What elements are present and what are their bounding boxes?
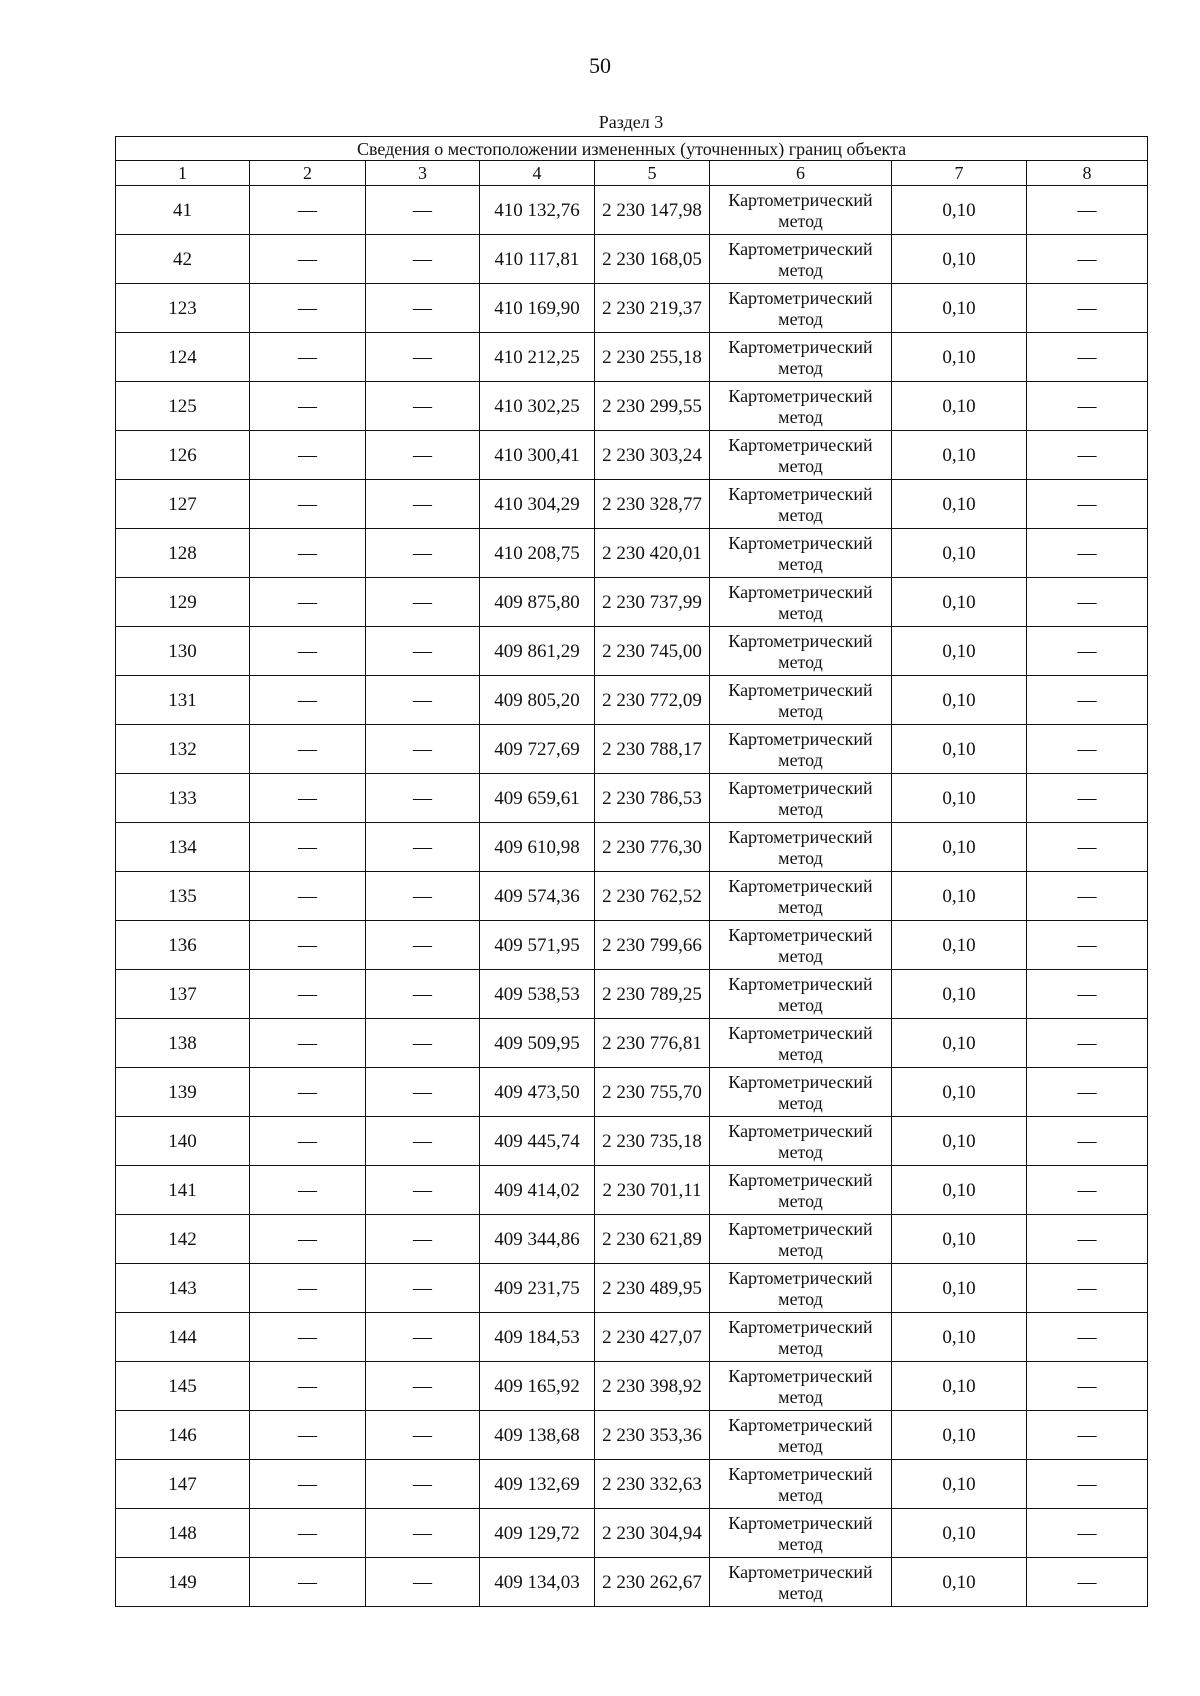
empty-column-2-cell: — [250, 480, 366, 529]
y-coordinate-cell: 2 230 701,11 [595, 1166, 710, 1215]
x-coordinate-cell: 409 538,53 [480, 970, 595, 1019]
empty-column-8-cell: — [1027, 1068, 1148, 1117]
column-number: 7 [892, 161, 1027, 186]
y-coordinate-cell: 2 230 489,95 [595, 1264, 710, 1313]
method-cell: Картометрический метод [710, 1460, 892, 1509]
empty-column-8-cell: — [1027, 186, 1148, 235]
y-coordinate-cell: 2 230 762,52 [595, 872, 710, 921]
y-coordinate-cell: 2 230 772,09 [595, 676, 710, 725]
column-number: 6 [710, 161, 892, 186]
empty-column-2-cell: — [250, 1313, 366, 1362]
point-number-cell: 124 [116, 333, 250, 382]
table-row [116, 1264, 1148, 1313]
accuracy-cell: 0,10 [892, 382, 1027, 431]
x-coordinate-cell: 409 344,86 [480, 1215, 595, 1264]
empty-column-3-cell: — [366, 1460, 480, 1509]
accuracy-cell: 0,10 [892, 1313, 1027, 1362]
empty-column-8-cell: — [1027, 774, 1148, 823]
point-number-cell: 140 [116, 1117, 250, 1166]
empty-column-3-cell: — [366, 872, 480, 921]
accuracy-cell: 0,10 [892, 1460, 1027, 1509]
empty-column-8-cell: — [1027, 1460, 1148, 1509]
empty-column-3-cell: — [366, 1362, 480, 1411]
empty-column-2-cell: — [250, 431, 366, 480]
table-row [116, 235, 1148, 284]
table-row [116, 333, 1148, 382]
column-number: 2 [250, 161, 366, 186]
y-coordinate-cell: 2 230 427,07 [595, 1313, 710, 1362]
empty-column-8-cell: — [1027, 823, 1148, 872]
table-row [116, 1019, 1148, 1068]
empty-column-8-cell: — [1027, 1411, 1148, 1460]
method-cell: Картометрический метод [710, 480, 892, 529]
accuracy-cell: 0,10 [892, 235, 1027, 284]
point-number-cell: 147 [116, 1460, 250, 1509]
empty-column-8-cell: — [1027, 480, 1148, 529]
empty-column-2-cell: — [250, 1558, 366, 1607]
point-number-cell: 129 [116, 578, 250, 627]
y-coordinate-cell: 2 230 262,67 [595, 1558, 710, 1607]
page-number: 50 [589, 53, 611, 78]
y-coordinate-cell: 2 230 737,99 [595, 578, 710, 627]
empty-column-3-cell: — [366, 480, 480, 529]
y-coordinate-cell: 2 230 328,77 [595, 480, 710, 529]
y-coordinate-cell: 2 230 786,53 [595, 774, 710, 823]
empty-column-8-cell: — [1027, 1019, 1148, 1068]
table-row [116, 725, 1148, 774]
column-number: 5 [595, 161, 710, 186]
accuracy-cell: 0,10 [892, 578, 1027, 627]
y-coordinate-cell: 2 230 420,01 [595, 529, 710, 578]
table-row [116, 1411, 1148, 1460]
table-row [116, 774, 1148, 823]
point-number-cell: 130 [116, 627, 250, 676]
table-row [116, 1460, 1148, 1509]
empty-column-3-cell: — [366, 431, 480, 480]
y-coordinate-cell: 2 230 304,94 [595, 1509, 710, 1558]
accuracy-cell: 0,10 [892, 676, 1027, 725]
x-coordinate-cell: 410 117,81 [480, 235, 595, 284]
empty-column-2-cell: — [250, 578, 366, 627]
empty-column-2-cell: — [250, 823, 366, 872]
empty-column-3-cell: — [366, 235, 480, 284]
method-cell: Картометрический метод [710, 1509, 892, 1558]
y-coordinate-cell: 2 230 745,00 [595, 627, 710, 676]
empty-column-2-cell: — [250, 676, 366, 725]
table-row [116, 1558, 1148, 1607]
empty-column-2-cell: — [250, 1117, 366, 1166]
point-number-cell: 133 [116, 774, 250, 823]
point-number-cell: 145 [116, 1362, 250, 1411]
table-row [116, 1313, 1148, 1362]
point-number-cell: 138 [116, 1019, 250, 1068]
empty-column-3-cell: — [366, 382, 480, 431]
point-number-cell: 125 [116, 382, 250, 431]
table-row [116, 382, 1148, 431]
column-number: 4 [480, 161, 595, 186]
x-coordinate-cell: 409 571,95 [480, 921, 595, 970]
x-coordinate-cell: 409 231,75 [480, 1264, 595, 1313]
empty-column-3-cell: — [366, 676, 480, 725]
empty-column-2-cell: — [250, 774, 366, 823]
method-cell: Картометрический метод [710, 1215, 892, 1264]
y-coordinate-cell: 2 230 799,66 [595, 921, 710, 970]
accuracy-cell: 0,10 [892, 284, 1027, 333]
empty-column-8-cell: — [1027, 676, 1148, 725]
point-number-cell: 41 [116, 186, 250, 235]
empty-column-2-cell: — [250, 627, 366, 676]
empty-column-3-cell: — [366, 284, 480, 333]
point-number-cell: 127 [116, 480, 250, 529]
accuracy-cell: 0,10 [892, 725, 1027, 774]
empty-column-8-cell: — [1027, 1264, 1148, 1313]
accuracy-cell: 0,10 [892, 921, 1027, 970]
method-cell: Картометрический метод [710, 1166, 892, 1215]
accuracy-cell: 0,10 [892, 1068, 1027, 1117]
table-row [116, 529, 1148, 578]
empty-column-8-cell: — [1027, 333, 1148, 382]
empty-column-8-cell: — [1027, 529, 1148, 578]
point-number-cell: 146 [116, 1411, 250, 1460]
empty-column-3-cell: — [366, 1509, 480, 1558]
empty-column-8-cell: — [1027, 970, 1148, 1019]
x-coordinate-cell: 409 875,80 [480, 578, 595, 627]
point-number-cell: 149 [116, 1558, 250, 1607]
table-row [116, 1362, 1148, 1411]
y-coordinate-cell: 2 230 398,92 [595, 1362, 710, 1411]
method-cell: Картометрический метод [710, 921, 892, 970]
x-coordinate-cell: 410 300,41 [480, 431, 595, 480]
empty-column-2-cell: — [250, 1411, 366, 1460]
method-cell: Картометрический метод [710, 284, 892, 333]
method-cell: Картометрический метод [710, 774, 892, 823]
y-coordinate-cell: 2 230 788,17 [595, 725, 710, 774]
table-row [116, 431, 1148, 480]
y-coordinate-cell: 2 230 776,81 [595, 1019, 710, 1068]
empty-column-3-cell: — [366, 1264, 480, 1313]
empty-column-3-cell: — [366, 1313, 480, 1362]
x-coordinate-cell: 409 414,02 [480, 1166, 595, 1215]
accuracy-cell: 0,10 [892, 823, 1027, 872]
method-cell: Картометрический метод [710, 676, 892, 725]
point-number-cell: 141 [116, 1166, 250, 1215]
empty-column-3-cell: — [366, 725, 480, 774]
empty-column-8-cell: — [1027, 921, 1148, 970]
table-row [116, 627, 1148, 676]
x-coordinate-cell: 409 574,36 [480, 872, 595, 921]
empty-column-3-cell: — [366, 774, 480, 823]
empty-column-8-cell: — [1027, 235, 1148, 284]
method-cell: Картометрический метод [710, 1264, 892, 1313]
boundary-coordinates-table [115, 136, 1148, 1607]
x-coordinate-cell: 410 208,75 [480, 529, 595, 578]
point-number-cell: 142 [116, 1215, 250, 1264]
method-cell: Картометрический метод [710, 431, 892, 480]
point-number-cell: 148 [116, 1509, 250, 1558]
empty-column-3-cell: — [366, 529, 480, 578]
x-coordinate-cell: 409 184,53 [480, 1313, 595, 1362]
empty-column-3-cell: — [366, 1068, 480, 1117]
method-cell: Картометрический метод [710, 382, 892, 431]
empty-column-3-cell: — [366, 1411, 480, 1460]
method-cell: Картометрический метод [710, 235, 892, 284]
method-cell: Картометрический метод [710, 1019, 892, 1068]
y-coordinate-cell: 2 230 755,70 [595, 1068, 710, 1117]
x-coordinate-cell: 409 509,95 [480, 1019, 595, 1068]
table-row [116, 1215, 1148, 1264]
accuracy-cell: 0,10 [892, 186, 1027, 235]
table-row [116, 921, 1148, 970]
accuracy-cell: 0,10 [892, 627, 1027, 676]
empty-column-2-cell: — [250, 1264, 366, 1313]
empty-column-3-cell: — [366, 1019, 480, 1068]
empty-column-2-cell: — [250, 872, 366, 921]
empty-column-8-cell: — [1027, 1362, 1148, 1411]
empty-column-2-cell: — [250, 382, 366, 431]
point-number-cell: 137 [116, 970, 250, 1019]
accuracy-cell: 0,10 [892, 529, 1027, 578]
empty-column-8-cell: — [1027, 1509, 1148, 1558]
empty-column-3-cell: — [366, 1558, 480, 1607]
method-cell: Картометрический метод [710, 725, 892, 774]
section-title: Раздел 3 [598, 112, 664, 132]
empty-column-3-cell: — [366, 186, 480, 235]
accuracy-cell: 0,10 [892, 1509, 1027, 1558]
table-row [116, 186, 1148, 235]
empty-column-2-cell: — [250, 1215, 366, 1264]
accuracy-cell: 0,10 [892, 1117, 1027, 1166]
x-coordinate-cell: 409 473,50 [480, 1068, 595, 1117]
empty-column-2-cell: — [250, 1166, 366, 1215]
empty-column-8-cell: — [1027, 627, 1148, 676]
x-coordinate-cell: 409 134,03 [480, 1558, 595, 1607]
method-cell: Картометрический метод [710, 578, 892, 627]
method-cell: Картометрический метод [710, 186, 892, 235]
x-coordinate-cell: 409 659,61 [480, 774, 595, 823]
point-number-cell: 123 [116, 284, 250, 333]
y-coordinate-cell: 2 230 621,89 [595, 1215, 710, 1264]
table-row [116, 480, 1148, 529]
empty-column-8-cell: — [1027, 1166, 1148, 1215]
empty-column-8-cell: — [1027, 382, 1148, 431]
method-cell: Картометрический метод [710, 872, 892, 921]
accuracy-cell: 0,10 [892, 333, 1027, 382]
empty-column-8-cell: — [1027, 1117, 1148, 1166]
x-coordinate-cell: 409 129,72 [480, 1509, 595, 1558]
y-coordinate-cell: 2 230 303,24 [595, 431, 710, 480]
x-coordinate-cell: 409 445,74 [480, 1117, 595, 1166]
x-coordinate-cell: 410 212,25 [480, 333, 595, 382]
empty-column-2-cell: — [250, 284, 366, 333]
method-cell: Картометрический метод [710, 1117, 892, 1166]
point-number-cell: 132 [116, 725, 250, 774]
accuracy-cell: 0,10 [892, 1558, 1027, 1607]
point-number-cell: 128 [116, 529, 250, 578]
column-number: 3 [366, 161, 480, 186]
empty-column-2-cell: — [250, 921, 366, 970]
empty-column-3-cell: — [366, 823, 480, 872]
empty-column-8-cell: — [1027, 284, 1148, 333]
x-coordinate-cell: 409 727,69 [480, 725, 595, 774]
y-coordinate-cell: 2 230 735,18 [595, 1117, 710, 1166]
empty-column-2-cell: — [250, 1509, 366, 1558]
method-cell: Картометрический метод [710, 1411, 892, 1460]
method-cell: Картометрический метод [710, 333, 892, 382]
table-row [116, 1509, 1148, 1558]
y-coordinate-cell: 2 230 789,25 [595, 970, 710, 1019]
empty-column-3-cell: — [366, 627, 480, 676]
y-coordinate-cell: 2 230 332,63 [595, 1460, 710, 1509]
empty-column-2-cell: — [250, 186, 366, 235]
empty-column-2-cell: — [250, 1019, 366, 1068]
table-row [116, 823, 1148, 872]
x-coordinate-cell: 409 132,69 [480, 1460, 595, 1509]
method-cell: Картометрический метод [710, 1313, 892, 1362]
empty-column-2-cell: — [250, 529, 366, 578]
method-cell: Картометрический метод [710, 1362, 892, 1411]
y-coordinate-cell: 2 230 353,36 [595, 1411, 710, 1460]
point-number-cell: 126 [116, 431, 250, 480]
empty-column-2-cell: — [250, 1068, 366, 1117]
y-coordinate-cell: 2 230 168,05 [595, 235, 710, 284]
x-coordinate-cell: 410 304,29 [480, 480, 595, 529]
point-number-cell: 135 [116, 872, 250, 921]
point-number-cell: 131 [116, 676, 250, 725]
method-cell: Картометрический метод [710, 970, 892, 1019]
accuracy-cell: 0,10 [892, 1362, 1027, 1411]
table-row [116, 872, 1148, 921]
accuracy-cell: 0,10 [892, 1264, 1027, 1313]
table-row [116, 1166, 1148, 1215]
table-row [116, 676, 1148, 725]
empty-column-2-cell: — [250, 1460, 366, 1509]
accuracy-cell: 0,10 [892, 872, 1027, 921]
accuracy-cell: 0,10 [892, 774, 1027, 823]
empty-column-2-cell: — [250, 333, 366, 382]
accuracy-cell: 0,10 [892, 1411, 1027, 1460]
y-coordinate-cell: 2 230 147,98 [595, 186, 710, 235]
y-coordinate-cell: 2 230 776,30 [595, 823, 710, 872]
point-number-cell: 143 [116, 1264, 250, 1313]
empty-column-8-cell: — [1027, 872, 1148, 921]
column-number: 8 [1027, 161, 1148, 186]
y-coordinate-cell: 2 230 255,18 [595, 333, 710, 382]
y-coordinate-cell: 2 230 219,37 [595, 284, 710, 333]
empty-column-8-cell: — [1027, 1558, 1148, 1607]
empty-column-3-cell: — [366, 333, 480, 382]
accuracy-cell: 0,10 [892, 1215, 1027, 1264]
x-coordinate-cell: 410 169,90 [480, 284, 595, 333]
empty-column-2-cell: — [250, 970, 366, 1019]
table-row [116, 578, 1148, 627]
column-number: 1 [116, 161, 250, 186]
empty-column-2-cell: — [250, 235, 366, 284]
accuracy-cell: 0,10 [892, 970, 1027, 1019]
empty-column-3-cell: — [366, 578, 480, 627]
accuracy-cell: 0,10 [892, 480, 1027, 529]
table-row [116, 970, 1148, 1019]
x-coordinate-cell: 409 165,92 [480, 1362, 595, 1411]
point-number-cell: 134 [116, 823, 250, 872]
point-number-cell: 144 [116, 1313, 250, 1362]
method-cell: Картометрический метод [710, 627, 892, 676]
method-cell: Картометрический метод [710, 1068, 892, 1117]
point-number-cell: 139 [116, 1068, 250, 1117]
empty-column-3-cell: — [366, 921, 480, 970]
empty-column-3-cell: — [366, 1117, 480, 1166]
accuracy-cell: 0,10 [892, 1019, 1027, 1068]
empty-column-3-cell: — [366, 1166, 480, 1215]
method-cell: Картометрический метод [710, 529, 892, 578]
accuracy-cell: 0,10 [892, 431, 1027, 480]
x-coordinate-cell: 409 861,29 [480, 627, 595, 676]
table-caption: Сведения о местоположении измененных (уточненных) границ объекта [116, 137, 1148, 161]
x-coordinate-cell: 409 138,68 [480, 1411, 595, 1460]
empty-column-2-cell: — [250, 1362, 366, 1411]
empty-column-8-cell: — [1027, 1215, 1148, 1264]
x-coordinate-cell: 410 132,76 [480, 186, 595, 235]
table-row [116, 1068, 1148, 1117]
accuracy-cell: 0,10 [892, 1166, 1027, 1215]
empty-column-8-cell: — [1027, 431, 1148, 480]
empty-column-8-cell: — [1027, 1313, 1148, 1362]
empty-column-3-cell: — [366, 970, 480, 1019]
y-coordinate-cell: 2 230 299,55 [595, 382, 710, 431]
x-coordinate-cell: 409 805,20 [480, 676, 595, 725]
method-cell: Картометрический метод [710, 1558, 892, 1607]
empty-column-8-cell: — [1027, 725, 1148, 774]
x-coordinate-cell: 410 302,25 [480, 382, 595, 431]
method-cell: Картометрический метод [710, 823, 892, 872]
column-number-row [116, 161, 1148, 186]
point-number-cell: 136 [116, 921, 250, 970]
table-row [116, 284, 1148, 333]
point-number-cell: 42 [116, 235, 250, 284]
empty-column-3-cell: — [366, 1215, 480, 1264]
empty-column-2-cell: — [250, 725, 366, 774]
table-row [116, 1117, 1148, 1166]
x-coordinate-cell: 409 610,98 [480, 823, 595, 872]
empty-column-8-cell: — [1027, 578, 1148, 627]
